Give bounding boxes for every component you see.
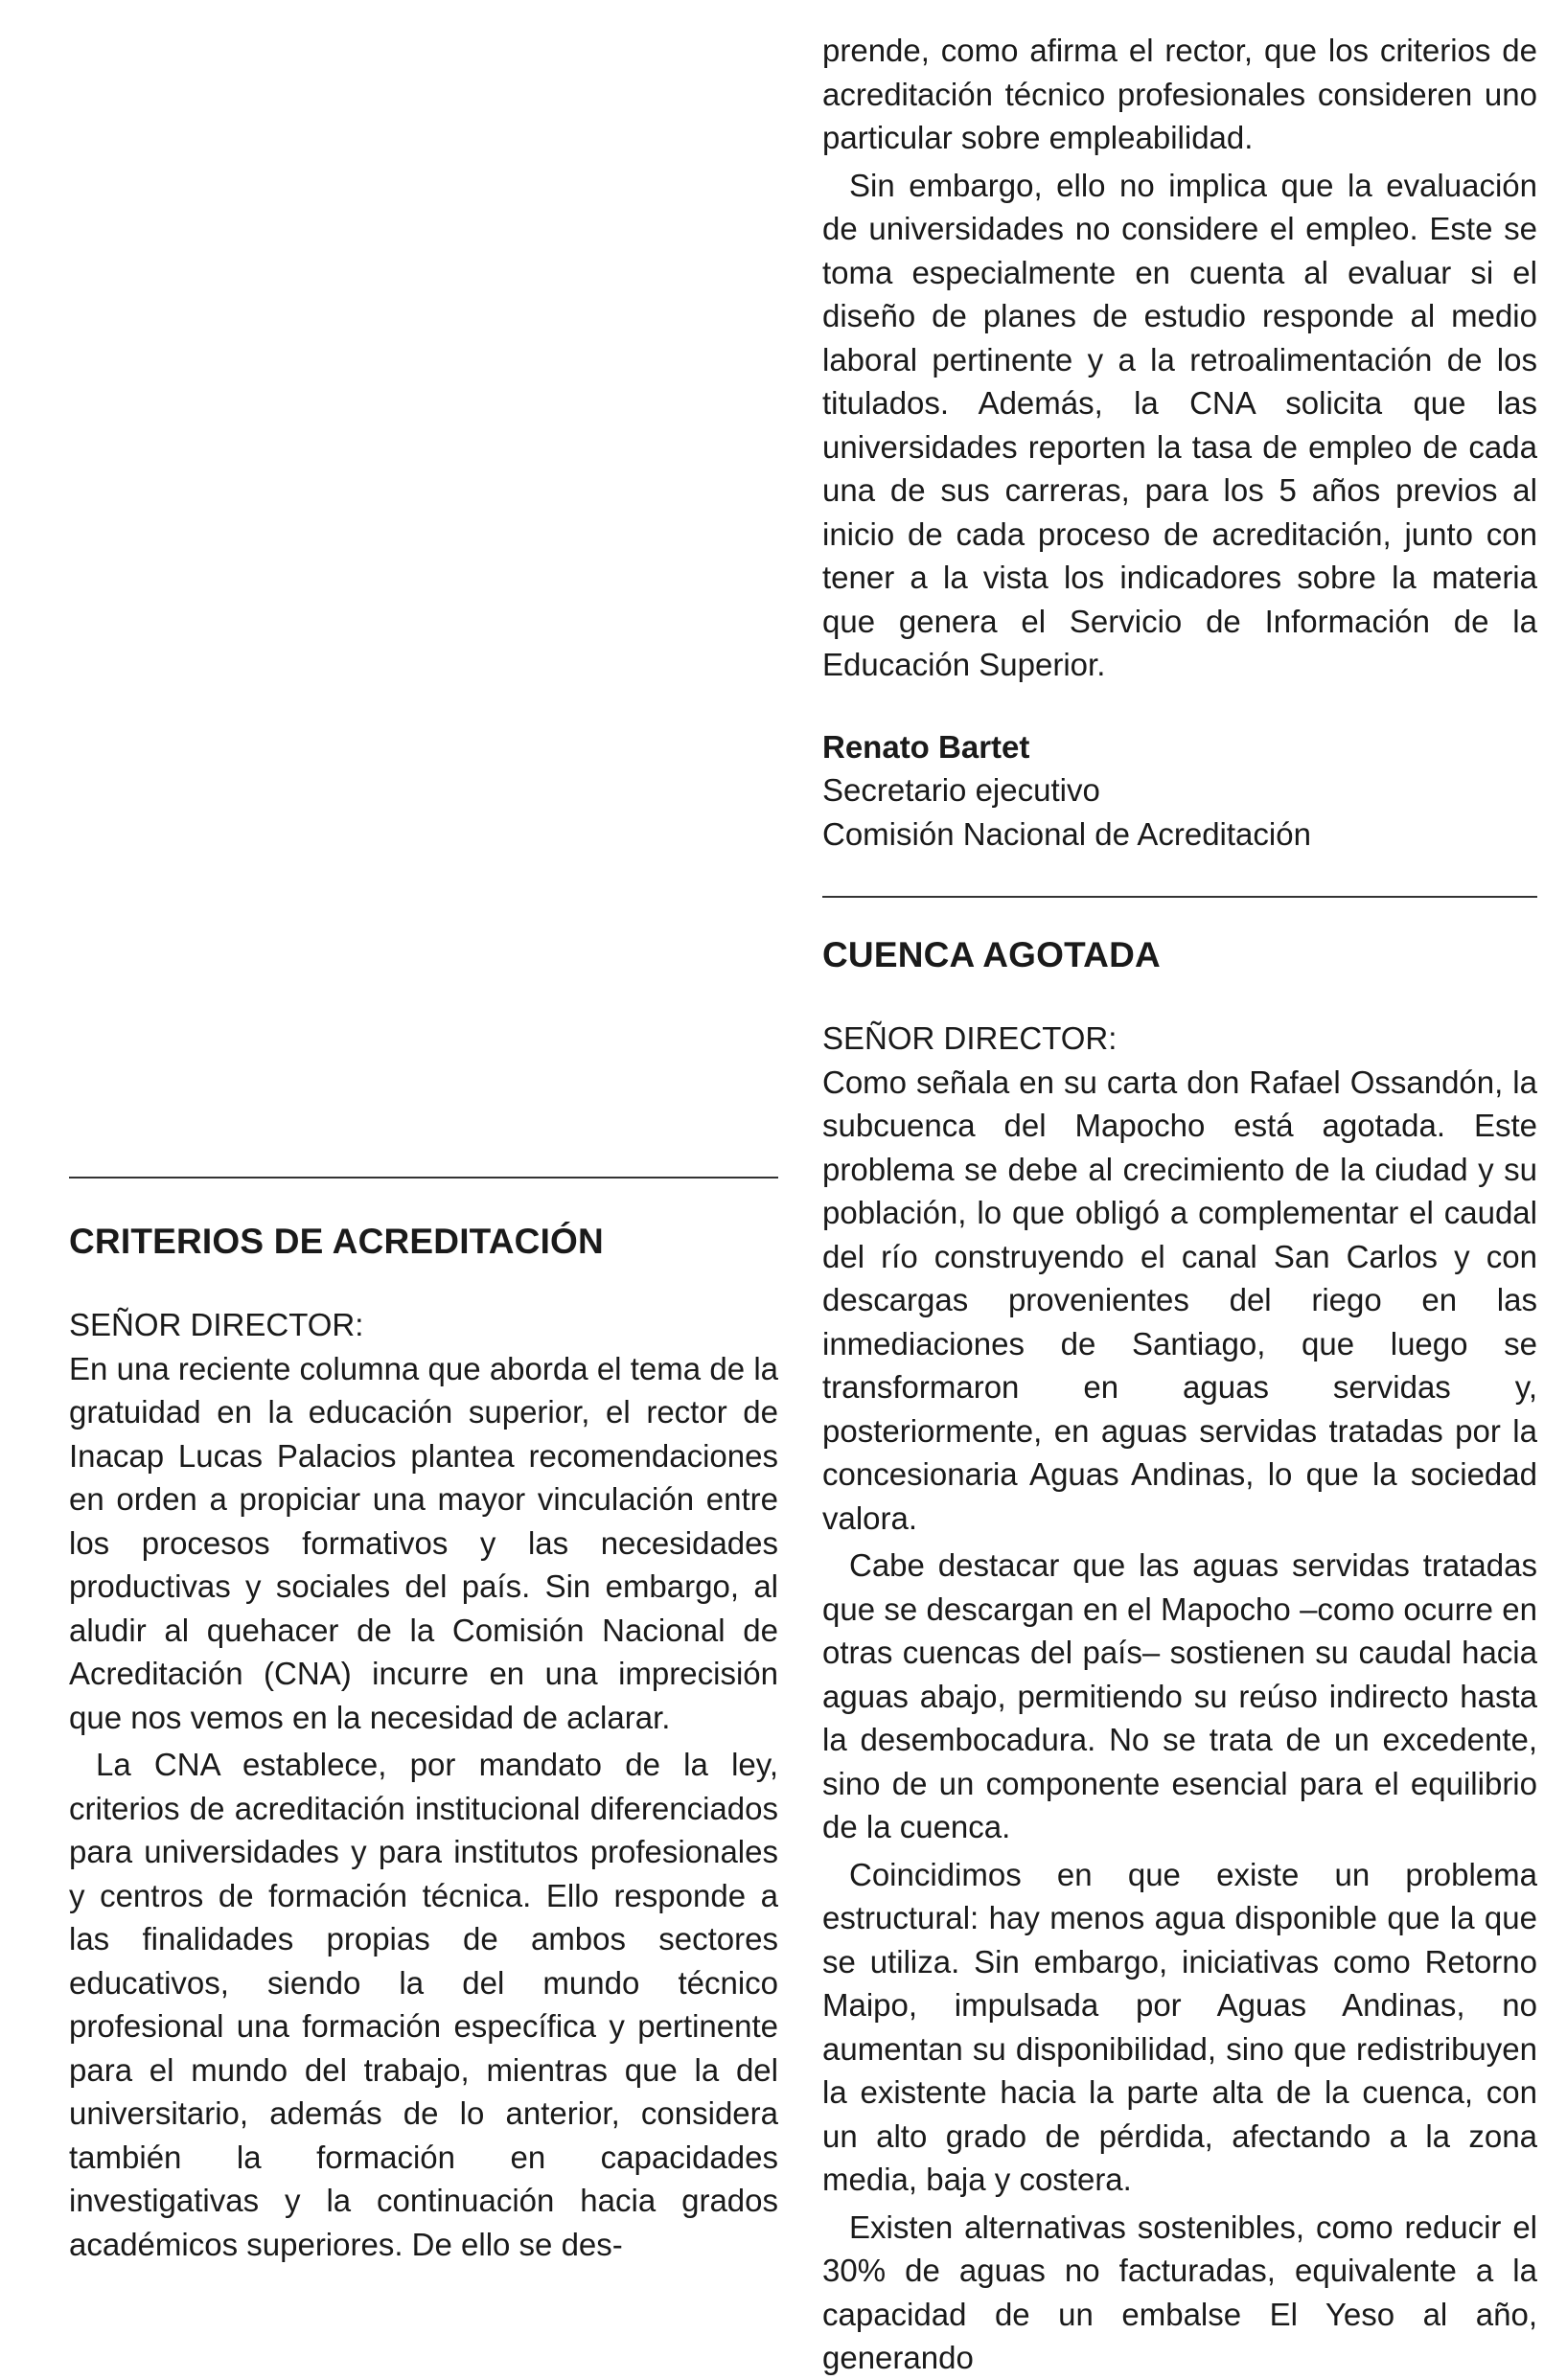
paragraph: Coincidimos en que existe un problema estructural: hay menos agua disponible que la que se utiliza. Sin embargo, iniciativas como Retorno Maipo, impulsada por Aguas Andinas, no aumentan su disponibilidad, sino que redistribuyen la existente hacia la parte alta de la cuenca, con un alto grado de pérdida, afectando a la zona media, baja y costera. — [822, 1856, 1537, 2197]
signature-name: Renato Bartet — [822, 728, 1030, 765]
section-divider — [822, 896, 1537, 898]
paragraph: Existen alternativas sostenibles, como reducir el 30% de aguas no facturadas, equivalente a la capacidad de un embalse El Yeso al año, generando — [822, 2208, 1537, 2375]
signature-title: Secretario ejecutivo — [822, 772, 1100, 808]
paragraph-continuation: prende, como afirma el rector, que los criterios de acreditación técnico profesionales consideren uno particular sobre empleabilidad. — [822, 33, 1537, 155]
letter-criterios-column — [69, 1177, 778, 2266]
paragraph: Sin embargo, ello no implica que la evaluación de universidades no considere el empleo. Este se toma especialmente en cuenta al evaluar si el diseño de planes de estudio responde al medio laboral pertinente y a la retroalimentación de los titulados. Además, la CNA solicita que las universidades reporten la tasa de empleo de cada una de sus carreras, para los 5 años previos al inicio de cada proceso de acreditación, junto con tener a la vista los indicadores sobre la materia que genera el Servicio de Información de la Educación Superior. — [822, 167, 1537, 682]
section-divider — [69, 1177, 778, 1179]
paragraph: La CNA establece, por mandato de la ley, criterios de acreditación institucional diferenciados para universidades y para institutos profesionales y centros de formación técnica. Ello responde a las finalidades propias de ambos sectores educativos, siendo la del mundo técnico profesional una formación específica y pertinente para el mundo del trabajo, mientras que la del universitario, además de lo anterior, considera también la formación en capacidades investigativas y la continuación hacia grados académicos superiores. De ello se des- — [69, 1747, 778, 2262]
paragraph: En una reciente columna que aborda el tema de la gratuidad en la educación superior, el rector de Inacap Lucas Palacios plantea recomendaciones en orden a propiciar una mayor vinculación entre los procesos formativos y las necesidades productivas y sociales del país. Sin embargo, al aludir al quehacer de la Comisión Nacional de Acreditación (CNA) incurre en una imprecisión que nos vemos en la necesidad de aclarar. — [69, 1350, 778, 1735]
salutation: SEÑOR DIRECTOR: — [69, 1307, 364, 1342]
signature-organization: Comisión Nacional de Acreditación — [822, 815, 1311, 852]
signature-block — [822, 725, 1537, 857]
salutation: SEÑOR DIRECTOR: — [822, 1020, 1118, 1056]
letter-headline: CUENCA AGOTADA — [822, 935, 1161, 974]
letter-headline: CRITERIOS DE ACREDITACIÓN — [69, 1222, 604, 1261]
paragraph: Cabe destacar que las aguas servidas tratadas que se descargan en el Mapocho –como ocurre en otras cuencas del país– sostienen su caudal hacia aguas abajo, permitiendo su reúso indirecto hasta la desembocadura. No se trata de un excedente, sino de un componente esencial para el equilibrio de la cuenca. — [822, 1547, 1537, 1844]
letter-right-column — [822, 29, 1537, 2380]
paragraph: Como señala en su carta don Rafael Ossandón, la subcuenca del Mapocho está agotada. Este problema se debe al crecimiento de la ciudad y su población, lo que obligó a complementar el caudal del río construyendo el canal San Carlos y con descargas provenientes del riego en las inmediaciones de Santiago, que luego se transformaron en aguas servidas y, posteriormente, en aguas servidas tratadas por la concesionaria Aguas Andinas, lo que la sociedad valora. — [822, 1064, 1537, 1536]
